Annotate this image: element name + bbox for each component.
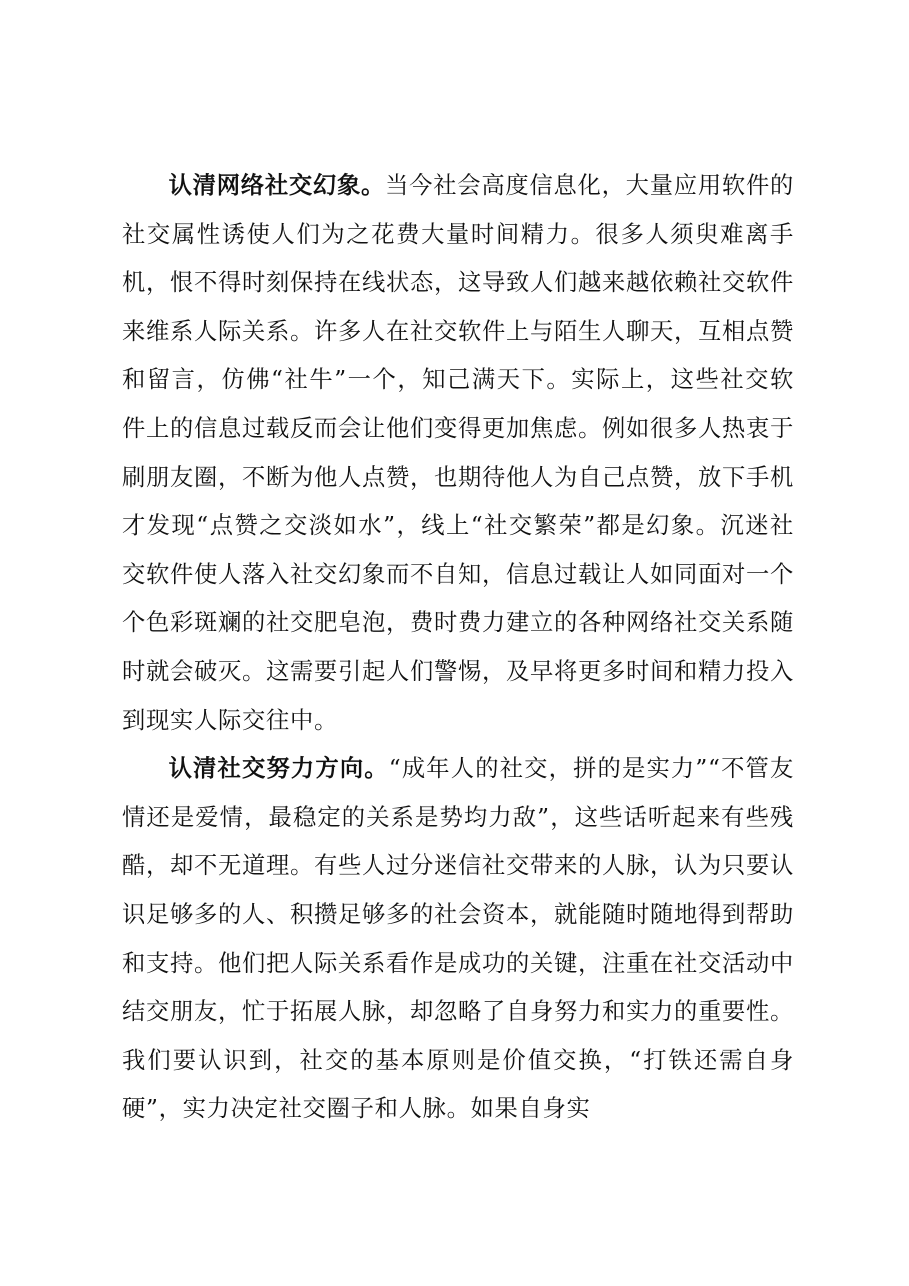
paragraph-heading: 认清社交努力方向。 [168, 755, 389, 783]
paragraph-social-effort [122, 745, 794, 1134]
paragraph-text: 当今社会高度信息化，大量应用软件的社交属性诱使人们为之花费大量时间精力。很多人须臾难离手机，恨不得时刻保持在线状态，这导致人们越来越依赖社交软件来维系人际关系。许多人在社交软件上与陌生人聊天，互相点赞和留言，仿佛“社牛”一个，知己满天下。实际上，这些社交软件上的信息过载反而会让他们变得更加焦虑。例如很多人热衷于刷朋友圈，不断为他人点赞，也期待他人为自己点赞，放下手机才发现“点赞之交淡如水”，线上“社交繁荣”都是幻象。沉迷社交软件使人落入社交幻象而不自知，信息过载让人如同面对一个个色彩斑斓的社交肥皂泡，费时费力建立的各种网络社交关系随时就会破灭。这需要引起人们警惕，及早将更多时间和精力投入到现实人际交往中。 [122, 172, 794, 734]
paragraph-text: “成年人的社交，拼的是实力”“不管友情还是爱情，最稳定的关系是势均力敌”，这些话听起来有些残酷，却不无道理。有些人过分迷信社交带来的人脉，认为只要认识足够多的人、积攒足够多的社会资本，就能随时随地得到帮助和支持。他们把人际关系看作是成功的关键，注重在社交活动中结交朋友，忙于拓展人脉，却忽略了自身努力和实力的重要性。我们要认识到，社交的基本原则是价值交换，“打铁还需自身硬”，实力决定社交圈子和人脉。如果自身实 [122, 755, 794, 1123]
paragraph-heading: 认清网络社交幻象。 [168, 172, 386, 199]
document-body [122, 162, 794, 1134]
paragraph-social-illusion [122, 162, 794, 745]
